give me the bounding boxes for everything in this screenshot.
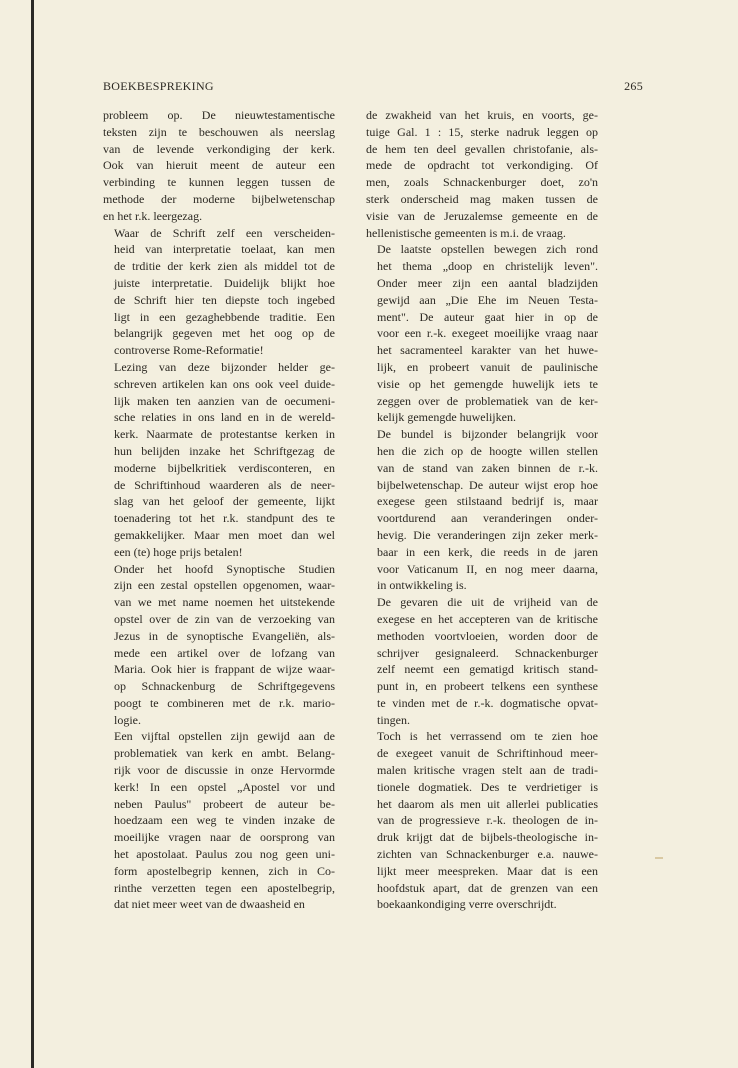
text-line: Jezus in de synoptische Evangeliën, als- xyxy=(114,628,335,643)
text-line: logie. xyxy=(114,712,141,727)
text-line: moeilijke vragen naar de oorsprong van xyxy=(114,830,335,845)
text-line: boekaankondiging verre overschrijdt. xyxy=(377,897,557,912)
text-line: Een vijftal opstellen zijn gewijd aan de xyxy=(114,729,335,744)
text-line: malen kritische vragen stelt aan de tradi- xyxy=(377,763,598,778)
text-line: De gevaren die uit de vrijheid van de xyxy=(377,595,598,610)
text-line: schreven artikelen kan ons ook veel duide- xyxy=(114,376,335,391)
text-line: tuige Gal. 1 : 15, sterke nadruk leggen op xyxy=(366,124,598,139)
text-line: van de progressieve r.-k. theologen de in- xyxy=(377,813,598,828)
text-line: neben Paulus" probeert de auteur be- xyxy=(114,796,335,811)
text-line: lijk, en probeert vanuit de paulinische xyxy=(377,359,598,374)
running-head: BOEKBESPREKING xyxy=(103,79,214,93)
text-line: poogt te combineren met de r.k. mario- xyxy=(114,695,335,710)
text-line: schrijver gesignaleerd. Schnackenburger xyxy=(377,645,598,660)
text-line: de zwakheid van het kruis, en voorts, ge- xyxy=(366,108,598,122)
text-line: gewijd aan „Die Ehe im Neuen Testa- xyxy=(377,292,598,307)
text-line: mede een artikel over de lofzang van xyxy=(114,645,335,660)
text-line: probleem op. De nieuwtestamentische xyxy=(103,108,335,122)
paragraph xyxy=(103,107,335,225)
paragraph xyxy=(366,241,598,426)
text-line: sterk onderscheid mag maken tussen de xyxy=(366,191,598,206)
text-line: zichten van Schnackenburger e.a. nauwe- xyxy=(377,847,598,862)
page-blemish xyxy=(655,857,663,859)
paragraph xyxy=(103,359,335,561)
text-line: zelf neemt een gematigd kritisch stand- xyxy=(377,662,598,677)
text-line: verbinding te kunnen leggen tussen de xyxy=(103,175,335,190)
text-line: hen die zich op de hoogte willen stellen xyxy=(377,443,598,458)
text-line: sche relaties in ons land en in de wereld- xyxy=(114,410,335,425)
text-line: kelijk gemengde huwelijken. xyxy=(377,410,516,425)
text-line: van we met name noemen het uitstekende xyxy=(114,595,335,610)
text-line: ment". De auteur gaat hier in op de xyxy=(377,309,598,324)
text-line: methoden voortvloeien, worden door de xyxy=(377,628,598,643)
text-line: visie van de Jeruzalemse gemeente en de xyxy=(366,208,598,223)
text-line: ligt in een gezaghebbende traditie. Een xyxy=(114,309,335,324)
paragraph xyxy=(103,561,335,729)
text-line: exegese en het accepteren van de kritische xyxy=(377,611,598,626)
text-line: van de levende verkondiging der kerk. xyxy=(103,141,335,156)
text-line: kerk! In een opstel „Apostel vor und xyxy=(114,779,335,794)
text-line: hoedzaam een weg te vinden inzake de xyxy=(114,813,335,828)
text-line: slag van het geloof der gemeente, lijkt xyxy=(114,494,335,509)
text-line: hellenistische gemeenten is m.i. de vraag. xyxy=(366,225,566,240)
text-line: hoofdstuk apart, dat de grenzen van een xyxy=(377,880,598,895)
text-line: lijk maken ten aanzien van de oecumeni- xyxy=(114,393,335,408)
text-line: Maria. Ook hier is frappant de wijze waar- xyxy=(114,662,335,677)
text-line: Toch is het verrassend om te zien hoe xyxy=(377,729,598,744)
text-line: punt in, en probeert telkens een synthese xyxy=(377,679,598,694)
text-line: een (te) hoge prijs betalen! xyxy=(114,544,243,559)
left-column xyxy=(103,107,335,913)
text-line: tionele dogmatiek. Des te verdrietiger is xyxy=(377,779,598,794)
text-line: controverse Rome-Reformatie! xyxy=(114,343,264,358)
text-line: druk krijgt dat de bijbels-theologische in- xyxy=(377,830,598,845)
text-line: belangrijk gegeven met het oog op de xyxy=(114,326,335,341)
text-line: tingen. xyxy=(377,712,410,727)
text-line: voor Vaticanum II, en nog meer daarna, xyxy=(377,561,598,576)
page-spine-edge xyxy=(31,0,34,1068)
text-line: problematiek van kerk en ambt. Belang- xyxy=(114,746,335,761)
text-line: exegese geen stilstaand bedrijf is, maar xyxy=(377,494,598,509)
text-line: mede de opdracht tot verkondiging. Of xyxy=(366,158,598,173)
text-line: moderne bijbelkritiek verdisconteren, en xyxy=(114,460,335,475)
text-line: te vinden met de r.-k. dogmatische opvat- xyxy=(377,695,598,710)
text-line: zijn een zestal opstellen opgenomen, waar- xyxy=(114,578,335,593)
text-line: rijk voor de discussie in onze Hervormde xyxy=(114,763,335,778)
text-line: Ook van hieruit meent de auteur een xyxy=(103,158,335,173)
text-line: rinthe verzetten tegen een apostelbegrip, xyxy=(114,880,335,895)
text-line: methode der moderne bijbelwetenschap xyxy=(103,191,335,206)
text-line: Onder het hoofd Synoptische Studien xyxy=(114,561,335,576)
text-line: de hem ten deel gevallen christofanie, als- xyxy=(366,141,598,156)
paragraph xyxy=(103,225,335,359)
text-line: hevig. Die veranderingen zijn zeker merk- xyxy=(377,527,598,542)
text-line: baar in een kerk, die reeds in de jaren xyxy=(377,544,598,559)
right-column xyxy=(366,107,598,913)
text-line: in ontwikkeling is. xyxy=(377,578,467,593)
text-line: de Schriftinhoud waarderen als de neer- xyxy=(114,477,335,492)
text-line: Lezing van deze bijzonder helder ge- xyxy=(114,359,335,374)
text-line: gemakkelijker. Maar men moet dan wel xyxy=(114,527,335,542)
text-line: De bundel is bijzonder belangrijk voor xyxy=(377,427,598,442)
text-line: voortdurend aan veranderingen onder- xyxy=(377,511,598,526)
paragraph xyxy=(366,594,598,728)
text-line: voor een r.-k. exegeet moeilijke vraag naar xyxy=(377,326,598,341)
text-line: de exegeet vanuit de Schriftinhoud meer- xyxy=(377,746,598,761)
text-line: van de stand van zaken binnen de r.-k. xyxy=(377,460,598,475)
text-line: opstel over de zin van de verzoeking van xyxy=(114,611,335,626)
text-line: dat niet meer weet van de dwaasheid en xyxy=(114,897,305,912)
paragraph xyxy=(366,107,598,241)
page-header xyxy=(103,79,643,97)
text-line: het apostolaat. Paulus zou nog geen uni- xyxy=(114,847,335,862)
text-line: heid van interpretatie toelaat, kan men xyxy=(114,242,335,257)
paragraph xyxy=(366,728,598,913)
text-line: bijbelwetenschap. De auteur wijst erop hoe xyxy=(377,477,598,492)
text-line: de trditie der kerk zien als middel tot de xyxy=(114,259,335,274)
text-line: Waar de Schrift zelf een verscheiden- xyxy=(114,225,335,240)
text-line: kerk. Naarmate de protestantse kerken in xyxy=(114,427,335,442)
page-number: 265 xyxy=(624,79,643,93)
text-line: het thema „doop en christelijk leven". xyxy=(377,259,598,274)
paragraph xyxy=(103,728,335,913)
text-line: form apostelbegrip kennen, zich in Co- xyxy=(114,863,335,878)
paragraph xyxy=(366,426,598,594)
text-line: juiste interpretatie. Duidelijk blijkt hoe xyxy=(114,275,335,290)
text-line: het sacramenteel karakter van het huwe- xyxy=(377,343,598,358)
text-line: de Schrift hier ten diepste toch ingebed xyxy=(114,292,335,307)
text-line: lijkt meer meespreken. Maar dat is een xyxy=(377,863,598,878)
text-line: en het r.k. leergezag. xyxy=(103,208,203,223)
text-line: op Schnackenburg de Schriftgegevens xyxy=(114,679,335,694)
text-line: men, zoals Schnackenburger doet, zo'n xyxy=(366,175,598,190)
text-line: het daarom als men uit allerlei publicaties xyxy=(377,796,598,811)
text-line: toenadering tot het r.k. standpunt des te xyxy=(114,511,335,526)
text-line: hun belijden inzake het Schriftgezag de xyxy=(114,443,335,458)
text-line: zeggen over de problematiek van de ker- xyxy=(377,393,598,408)
text-line: visie op het gemengde huwelijk iets te xyxy=(377,376,598,391)
text-line: teksten zijn te beschouwen als neerslag xyxy=(103,124,335,139)
text-line: De laatste opstellen bewegen zich rond xyxy=(377,242,598,257)
text-line: Onder meer zijn een aantal bladzijden xyxy=(377,275,598,290)
